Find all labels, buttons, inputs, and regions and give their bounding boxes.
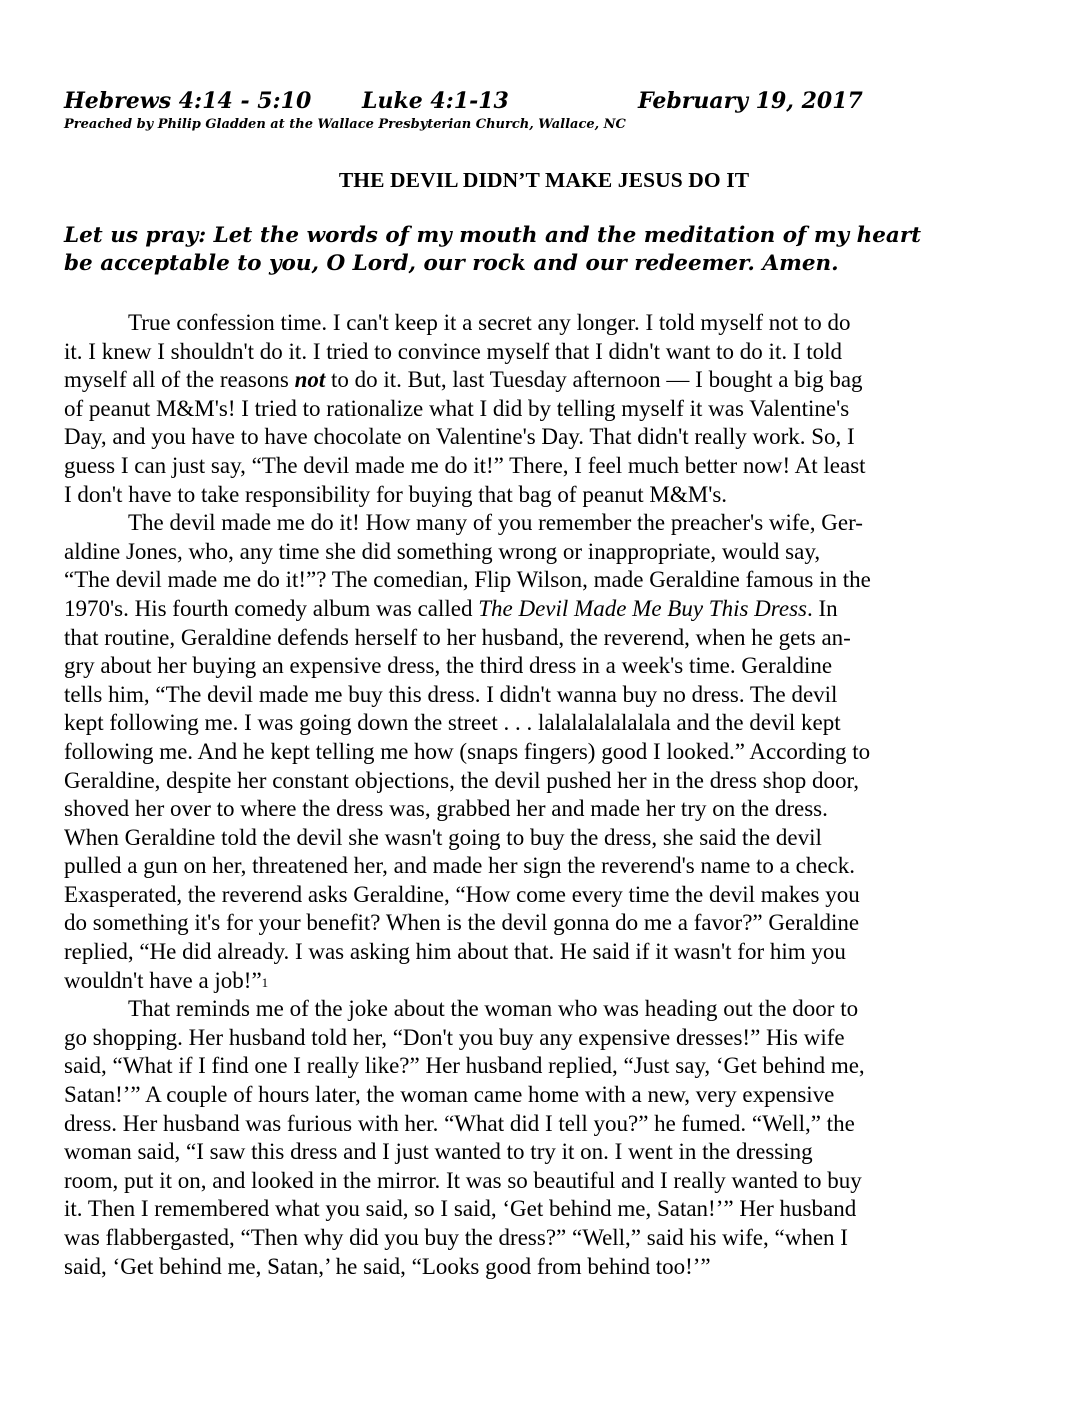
album-title: The Devil Made Me Buy This Dress xyxy=(478,595,807,621)
opening-prayer xyxy=(64,222,1024,278)
body-text: . In xyxy=(806,595,838,621)
prayer-line: be acceptable to you, O Lord, our rock and our redeemer. Amen. xyxy=(64,251,839,276)
body-line: that routine, Geraldine defends herself to her husband, the reverend, when he gets an- xyxy=(64,624,851,650)
body-line: Satan!’” A couple of hours later, the woman came home with a new, very expensive xyxy=(64,1082,835,1108)
body-line: When Geraldine told the devil she wasn't going to buy the dress, she said the devil xyxy=(64,824,822,850)
body-line: tells him, “The devil made me buy this dress. I didn't wanna buy no dress. The devil xyxy=(64,681,838,707)
body-line xyxy=(64,595,1024,624)
body-text: to do it. But, last Tuesday afternoon — I bought a big bag xyxy=(325,367,863,393)
body-line: was flabbergasted, “Then why did you buy the dress?” “Well,” said his wife, “when I xyxy=(64,1225,848,1250)
body-text: 1970's. His fourth comedy album was called xyxy=(64,595,479,621)
body-line: it. I knew I shouldn't do it. I tried to convince myself that I didn't want to do it. I told xyxy=(64,338,843,364)
scripture-luke: Luke 4:1-13 xyxy=(362,88,509,114)
body-line: The devil made me do it! How many of you remember the preacher's wife, Ger- xyxy=(128,510,863,536)
body-line: following me. And he kept telling me how (snaps fingers) good I looked.” According to xyxy=(64,738,871,764)
body-line: gry about her buying an expensive dress, the third dress in a week's time. Geraldine xyxy=(64,653,833,679)
body-line: room, put it on, and looked in the mirror. It was so beautiful and I really wanted to buy xyxy=(64,1167,862,1193)
prayer-line: Let us pray: Let the words of my mouth and the meditation of my heart xyxy=(64,223,922,248)
sermon-title: THE DEVIL DIDN’T MAKE JESUS DO IT xyxy=(338,168,750,192)
scripture-reference-line xyxy=(64,88,1024,114)
body-line: said, “What if I find one I really like?” Her husband replied, “Just say, ‘Get behind me, xyxy=(64,1053,865,1079)
body-line: do something it's for your benefit? When is the devil gonna do me a favor?” Geraldine xyxy=(64,910,860,936)
body-line: pulled a gun on her, threatened her, and made her sign the reverend's name to a check. xyxy=(64,853,856,879)
body-line xyxy=(64,967,1024,996)
body-line: it. Then I remembered what you said, so I said, ‘Get behind me, Satan!’” Her husband xyxy=(64,1196,857,1222)
body-line: “The devil made me do it!”? The comedian, Flip Wilson, made Geraldine famous in the xyxy=(64,567,871,593)
body-line: Geraldine, despite her constant objections, the devil pushed her in the dress shop door, xyxy=(64,767,859,793)
body-line: kept following me. I was going down the street . . . lalalalalalalala and the devil kept xyxy=(64,710,841,736)
body-line: guess I can just say, “The devil made me do it!” There, I feel much better now! At least xyxy=(64,452,866,478)
body-text: wouldn't have a job!” xyxy=(64,967,262,993)
sermon-date: February 19, 2017 xyxy=(638,88,863,114)
body-line: shoved her over to where the dress was, grabbed her and made her try on the dress. xyxy=(64,796,828,822)
body-line: go shopping. Her husband told her, “Don't you buy any expensive dresses!” His wife xyxy=(64,1024,845,1050)
sermon-body xyxy=(64,309,1024,1281)
body-line: That reminds me of the joke about the woman who was heading out the door to xyxy=(128,996,859,1022)
body-line: replied, “He did already. I was asking him about that. He said if it wasn't for him you xyxy=(64,939,846,965)
body-line: of peanut M&M's! I tried to rationalize what I did by telling myself it was Valentine's xyxy=(64,395,850,421)
body-line: woman said, “I saw this dress and I just wanted to try it on. I went in the dressing xyxy=(64,1139,813,1165)
body-line: dress. Her husband was furious with her. “What did I tell you?” he fumed. “Well,” the xyxy=(64,1110,855,1136)
byline: Preached by Philip Gladden at the Wallace Presbyterian Church, Wallace, NC xyxy=(64,117,626,132)
body-line: Day, and you have to have chocolate on Valentine's Day. That didn't really work. So, I xyxy=(64,424,855,450)
body-line: I don't have to take responsibility for buying that bag of peanut M&M's. xyxy=(64,481,728,507)
body-line: said, ‘Get behind me, Satan,’ he said, “Looks good from behind too!’” xyxy=(64,1253,711,1279)
body-line: aldine Jones, who, any time she did something wrong or inappropriate, would say, xyxy=(64,538,821,564)
body-line: Exasperated, the reverend asks Geraldine, “How come every time the devil makes you xyxy=(64,881,860,907)
body-line: True confession time. I can't keep it a secret any longer. I told myself not to do xyxy=(128,310,851,335)
emphasis-not: not xyxy=(294,367,326,393)
body-line xyxy=(64,366,1024,395)
body-text: myself all of the reasons xyxy=(64,367,295,393)
footnote-marker[interactable]: 1 xyxy=(261,974,269,990)
scripture-hebrews: Hebrews 4:14 - 5:10 xyxy=(64,88,312,114)
